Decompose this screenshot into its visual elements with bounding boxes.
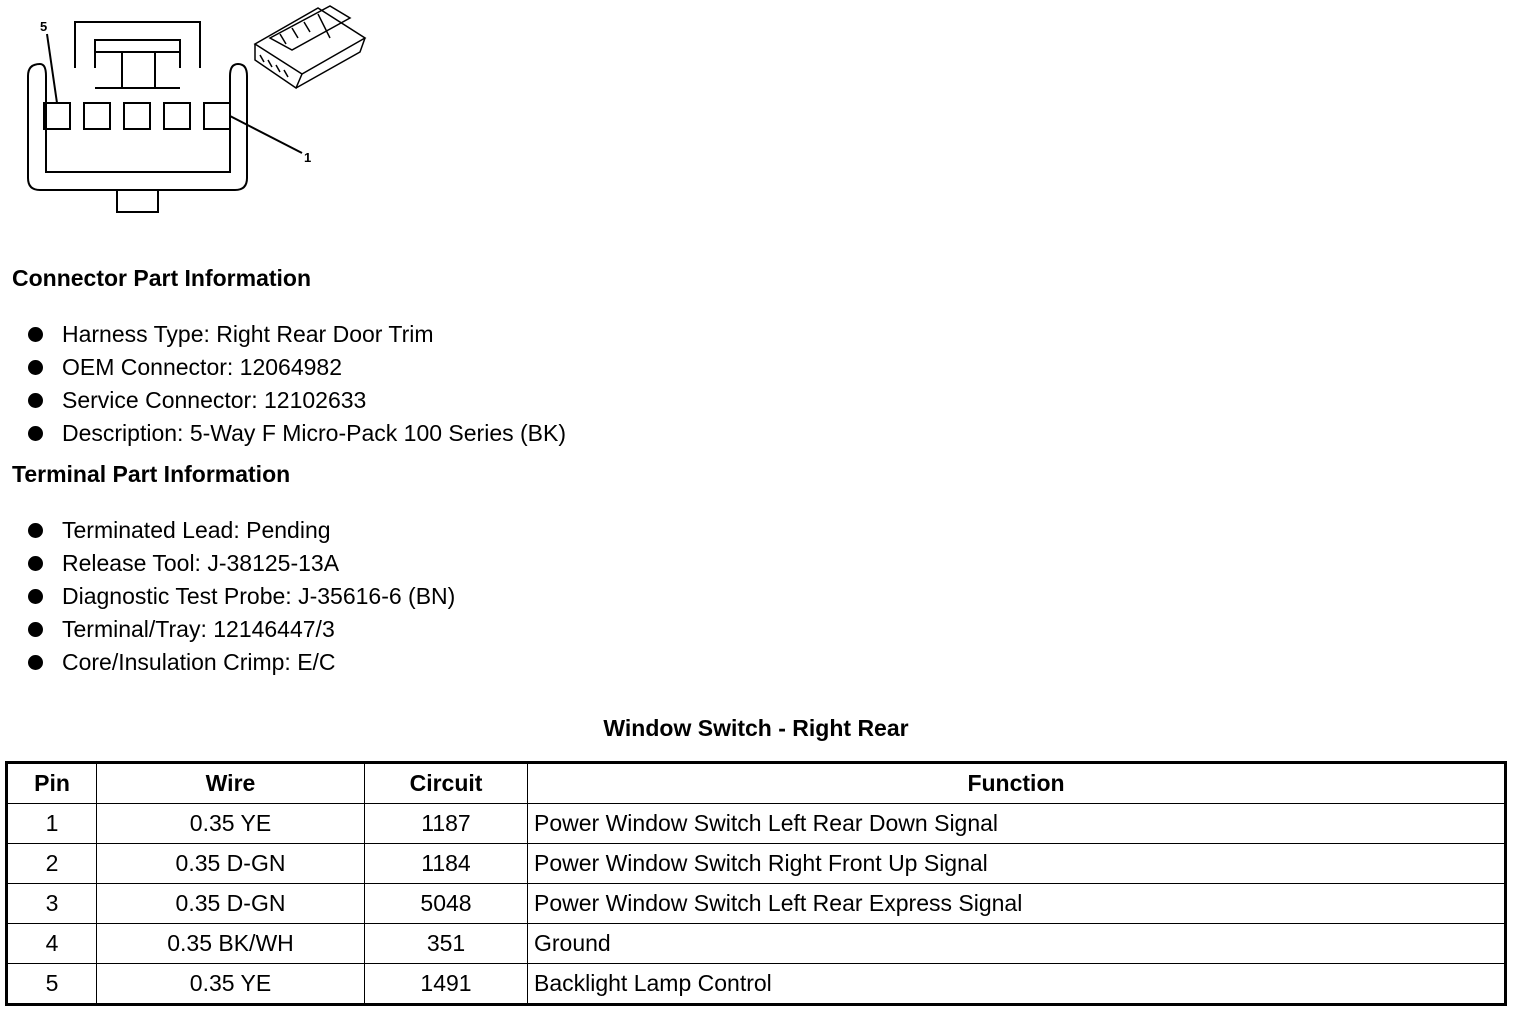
pin-cell: 1 [7, 804, 97, 844]
function-cell: Power Window Switch Left Rear Express Signal [528, 884, 1506, 924]
bullet-icon [28, 393, 43, 408]
wire-cell: 0.35 BK/WH [97, 924, 365, 964]
bullet-icon [28, 360, 43, 375]
function-cell: Power Window Switch Left Rear Down Signal [528, 804, 1506, 844]
connector-3d-view [255, 6, 365, 88]
list-item: Terminated Lead: Pending [28, 514, 455, 547]
table-row [7, 804, 1506, 844]
pin-1-callout: 1 [304, 150, 312, 165]
list-item: Terminal/Tray: 12146447/3 [28, 613, 455, 646]
wire-cell: 0.35 YE [97, 964, 365, 1005]
circuit-cell: 351 [365, 924, 528, 964]
pin-5-callout: 5 [40, 19, 48, 34]
table-row [7, 884, 1506, 924]
list-item: Harness Type: Right Rear Door Trim [28, 318, 566, 351]
list-item: OEM Connector: 12064982 [28, 351, 566, 384]
bullet-icon [28, 523, 43, 538]
list-item: Core/Insulation Crimp: E/C [28, 646, 455, 679]
table-title: Window Switch - Right Rear [603, 715, 909, 741]
connector-diagram [0, 0, 400, 230]
list-item: Diagnostic Test Probe: J-35616-6 (BN) [28, 580, 455, 613]
table-row [7, 844, 1506, 884]
bullet-icon [28, 655, 43, 670]
list-item: Release Tool: J-38125-13A [28, 547, 455, 580]
table-row [7, 964, 1506, 1005]
connector-info-heading: Connector Part Information [12, 265, 312, 291]
column-header-circuit: Circuit [365, 763, 528, 804]
circuit-cell: 1184 [365, 844, 528, 884]
circuit-cell: 1491 [365, 964, 528, 1005]
wire-cell: 0.35 D-GN [97, 844, 365, 884]
function-cell: Power Window Switch Right Front Up Signal [528, 844, 1506, 884]
list-item: Description: 5-Way F Micro-Pack 100 Series (BK) [28, 417, 566, 450]
bullet-icon [28, 622, 43, 637]
wire-cell: 0.35 D-GN [97, 884, 365, 924]
wire-cell: 0.35 YE [97, 804, 365, 844]
pin-cell: 4 [7, 924, 97, 964]
bullet-icon [28, 327, 43, 342]
function-cell: Ground [528, 924, 1506, 964]
terminal-info-list [28, 514, 455, 679]
column-header-pin: Pin [7, 763, 97, 804]
table-header-row [7, 763, 1506, 804]
table-row [7, 924, 1506, 964]
bullet-icon [28, 556, 43, 571]
bullet-icon [28, 589, 43, 604]
pin-cell: 3 [7, 884, 97, 924]
connector-info-list [28, 318, 566, 450]
pin-cell: 5 [7, 964, 97, 1005]
column-header-function: Function [528, 763, 1506, 804]
pin-cell: 2 [7, 844, 97, 884]
list-item: Service Connector: 12102633 [28, 384, 566, 417]
circuit-cell: 5048 [365, 884, 528, 924]
terminal-info-heading: Terminal Part Information [12, 461, 291, 487]
circuit-cell: 1187 [365, 804, 528, 844]
pinout-table [5, 761, 1507, 1006]
bullet-icon [28, 426, 43, 441]
column-header-wire: Wire [97, 763, 365, 804]
function-cell: Backlight Lamp Control [528, 964, 1506, 1005]
